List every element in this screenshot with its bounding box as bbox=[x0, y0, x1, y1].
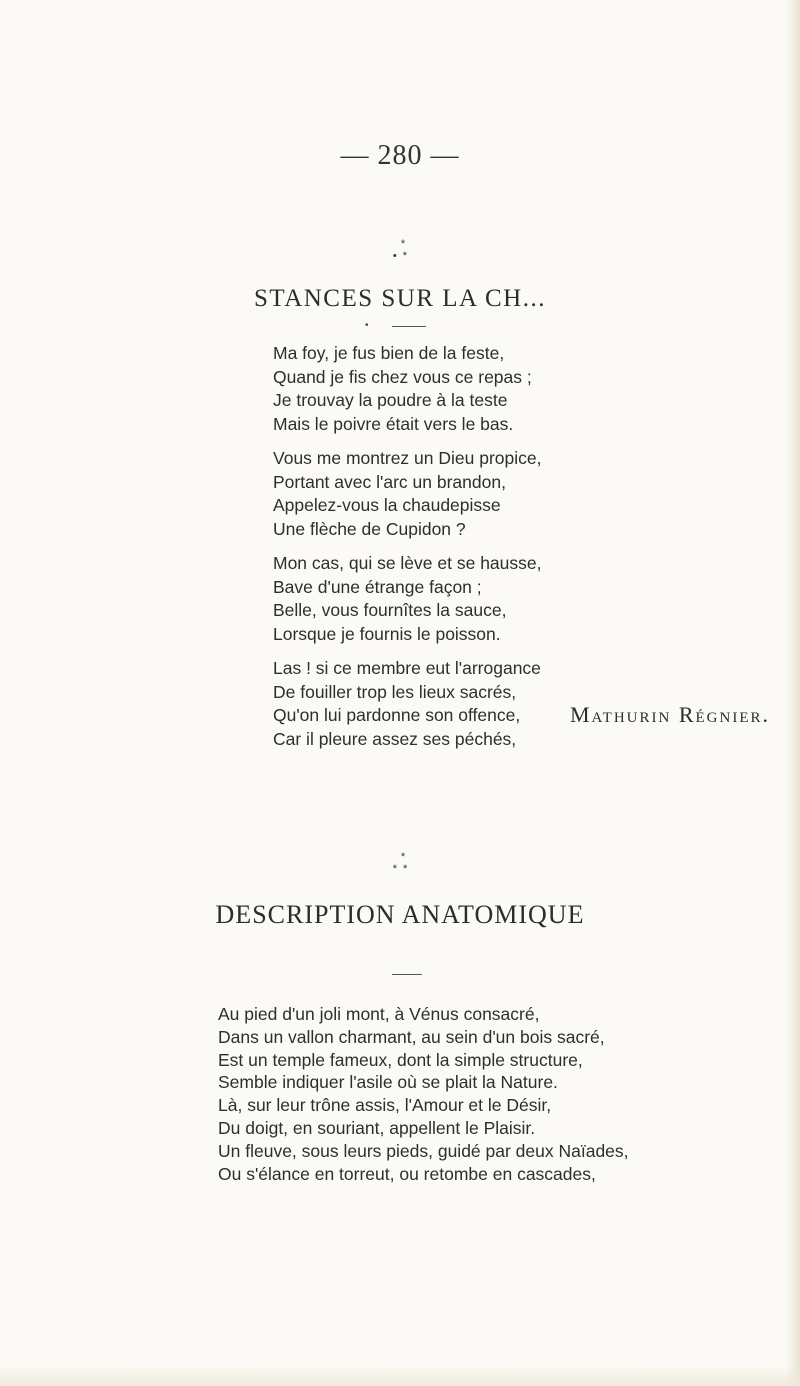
poem-line: Un fleuve, sous leurs pieds, guidé par deux Naïades, bbox=[218, 1140, 629, 1161]
poem-line: Je trouvay la poudre à la teste bbox=[273, 390, 508, 410]
asterism-1-top: * bbox=[400, 238, 406, 250]
poem-line: Appelez-vous la chaudepisse bbox=[273, 495, 501, 515]
page-number: — 280 — bbox=[340, 140, 460, 171]
asterism-1-right: * bbox=[402, 250, 408, 262]
section-title-stances: STANCES SUR LA CH... bbox=[254, 285, 546, 312]
divider-rule-1 bbox=[392, 326, 426, 327]
divider-rule-2 bbox=[392, 974, 422, 975]
asterism-2-top: * bbox=[400, 851, 406, 863]
poem-line: De fouiller trop les lieux sacrés, bbox=[273, 681, 517, 702]
section-title-description: DESCRIPTION ANATOMIQUE bbox=[215, 900, 585, 929]
page-edge-shadow bbox=[786, 0, 800, 1386]
poem-line: Est un temple fameux, dont la simple structure, bbox=[218, 1049, 583, 1070]
author-signature: Mathurin Régnier. bbox=[569, 702, 770, 727]
asterism-2-left: * bbox=[392, 863, 397, 875]
poem-line: Du doigt, en souriant, appellent le Plaisir. bbox=[218, 1117, 536, 1138]
asterism-2-right: * bbox=[403, 863, 408, 875]
poem-line: Ou s'élance en torreut, ou retombe en cascades, bbox=[218, 1163, 596, 1184]
page-bottom-shadow bbox=[0, 1366, 800, 1386]
asterism-1 bbox=[0, 238, 800, 262]
stanza-1 bbox=[273, 342, 753, 436]
poem-line: Belle, vous fournîtes la sauce, bbox=[273, 600, 507, 620]
poem-line: Las ! si ce membre eut l'arrogance bbox=[273, 658, 541, 678]
asterism-2 bbox=[0, 851, 800, 875]
poem-line: Mais le poivre était vers le bas. bbox=[273, 413, 514, 434]
poem-description bbox=[218, 1003, 788, 1185]
stanza-2 bbox=[273, 447, 753, 541]
poem-line: Qu'on lui pardonne son offence, bbox=[273, 705, 521, 725]
poem-line: Ma foy, je fus bien de la feste, bbox=[273, 343, 505, 363]
divider-dot: • bbox=[365, 320, 369, 331]
asterism-1-left: • bbox=[392, 250, 397, 262]
poem-line: Lorsque je fournis le poisson. bbox=[273, 623, 501, 644]
stanza-3 bbox=[273, 552, 753, 646]
poem-line: Quand je fis chez vous ce repas ; bbox=[273, 366, 532, 387]
poem-line: Portant avec l'arc un brandon, bbox=[273, 471, 506, 492]
poem-line: Dans un vallon charmant, au sein d'un bois sacré, bbox=[218, 1026, 605, 1047]
poem-line: Car il pleure assez ses péchés, bbox=[273, 728, 517, 749]
poem-line: Au pied d'un joli mont, à Vénus consacré, bbox=[218, 1004, 540, 1024]
poem-line: Vous me montrez un Dieu propice, bbox=[273, 448, 542, 468]
poem-line: Là, sur leur trône assis, l'Amour et le Désir, bbox=[218, 1095, 552, 1116]
poem-stances bbox=[273, 342, 753, 762]
poem-line: Une flèche de Cupidon ? bbox=[273, 518, 466, 539]
poem-line: Bave d'une étrange façon ; bbox=[273, 576, 482, 597]
poem-line: Mon cas, qui se lève et se hausse, bbox=[273, 553, 542, 573]
poem-line: Semble indiquer l'asile où se plait la Nature. bbox=[218, 1072, 558, 1093]
